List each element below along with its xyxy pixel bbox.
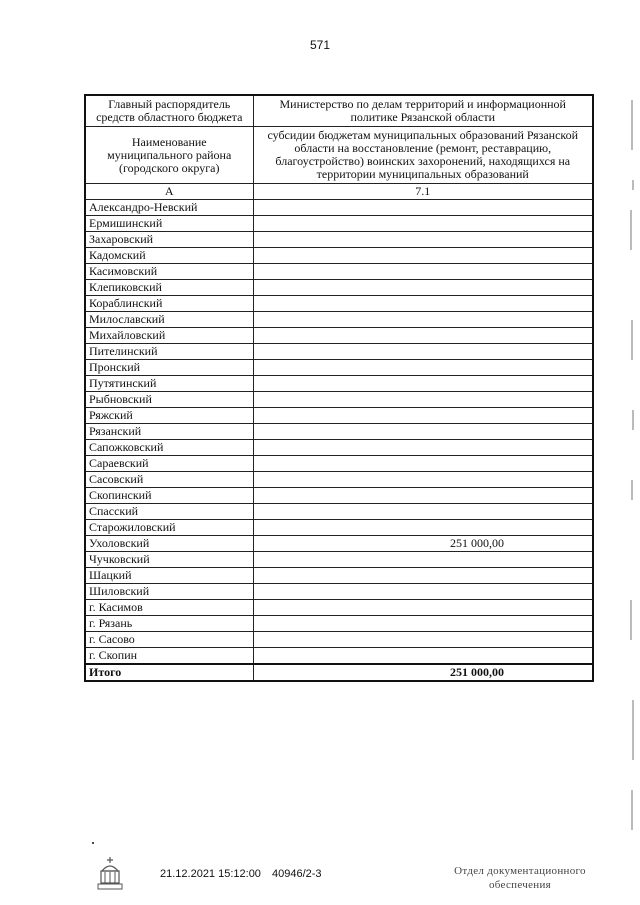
subsidy-amount (253, 392, 593, 408)
subsidy-amount (253, 424, 593, 440)
header-code-a: А (85, 184, 253, 200)
subsidy-amount (253, 232, 593, 248)
subsidy-amount (253, 568, 593, 584)
table-row (85, 472, 593, 488)
municipality-name: Сасовский (85, 472, 253, 488)
municipality-name: Скопинский (85, 488, 253, 504)
footer-datetime: 21.12.2021 15:12:00 (160, 868, 261, 880)
table-row (85, 520, 593, 536)
municipality-name: г. Сасово (85, 632, 253, 648)
subsidy-amount (253, 312, 593, 328)
table-row (85, 584, 593, 600)
municipality-name: Михайловский (85, 328, 253, 344)
municipality-name: г. Касимов (85, 600, 253, 616)
total-row (85, 664, 593, 681)
header-municipality-label: Наименование муниципального района (городского округа) (85, 127, 253, 184)
table-row (85, 296, 593, 312)
subsidy-amount (253, 504, 593, 520)
subsidy-amount (253, 600, 593, 616)
subsidy-amount (253, 264, 593, 280)
table-row (85, 216, 593, 232)
stray-dot (92, 842, 94, 844)
table-row (85, 456, 593, 472)
table-row (85, 200, 593, 216)
table-row (85, 648, 593, 665)
subsidy-amount (253, 456, 593, 472)
municipality-name: г. Рязань (85, 616, 253, 632)
municipality-name: Сараевский (85, 456, 253, 472)
subsidy-table (84, 94, 594, 682)
table-row (85, 264, 593, 280)
municipality-name: Старожиловский (85, 520, 253, 536)
table-row (85, 232, 593, 248)
header-subsidy-description: субсидии бюджетам муниципальных образований Рязанской области на восстановление (ремонт, реставрацию, благоустройство) воинских захоронений, находящихся на территории муниципальных образований (253, 127, 593, 184)
municipality-name: Кадомский (85, 248, 253, 264)
municipality-name: Чучковский (85, 552, 253, 568)
municipality-name: Путятинский (85, 376, 253, 392)
table-row (85, 344, 593, 360)
page-number: 571 (309, 38, 331, 52)
subsidy-amount (253, 632, 593, 648)
subsidy-amount (253, 408, 593, 424)
municipality-name: Ермишинский (85, 216, 253, 232)
header-row-names (85, 127, 593, 184)
table-row (85, 568, 593, 584)
table-row (85, 392, 593, 408)
subsidy-amount (253, 344, 593, 360)
subsidy-amount (253, 248, 593, 264)
subsidy-amount (253, 200, 593, 216)
table-row (85, 504, 593, 520)
header-row-distributor (85, 95, 593, 127)
municipality-name: Александро-Невский (85, 200, 253, 216)
table-row (85, 440, 593, 456)
municipality-name: Пронский (85, 360, 253, 376)
total-amount: 251 000,00 (253, 664, 593, 681)
municipality-name: Милославский (85, 312, 253, 328)
table-row (85, 552, 593, 568)
municipality-name: Ухоловский (85, 536, 253, 552)
table-row (85, 424, 593, 440)
header-ministry-name: Министерство по делам территорий и информационной политике Рязанской области (253, 95, 593, 127)
table-row (85, 248, 593, 264)
subsidy-amount (253, 520, 593, 536)
logo-icon (96, 855, 124, 891)
municipality-name: Клепиковский (85, 280, 253, 296)
municipality-name: Ряжский (85, 408, 253, 424)
scan-margin-marks (628, 60, 638, 840)
subsidy-amount (253, 280, 593, 296)
footer-department-stamp: Отдел документационного обеспечения (454, 865, 586, 891)
municipality-name: г. Скопин (85, 648, 253, 665)
subsidy-amount: 251 000,00 (253, 536, 593, 552)
table-row (85, 376, 593, 392)
municipality-name: Касимовский (85, 264, 253, 280)
table-row (85, 312, 593, 328)
total-label: Итого (85, 664, 253, 681)
table-row (85, 408, 593, 424)
table-row (85, 616, 593, 632)
municipality-name: Пителинский (85, 344, 253, 360)
header-distributor-label: Главный распорядитель средств областного бюджета (85, 95, 253, 127)
footer-doc-number: 40946/2-3 (272, 868, 322, 880)
table-row (85, 488, 593, 504)
table-row (85, 280, 593, 296)
subsidy-amount (253, 616, 593, 632)
subsidy-amount (253, 328, 593, 344)
municipality-name: Шацкий (85, 568, 253, 584)
header-code-71: 7.1 (253, 184, 593, 200)
subsidy-amount (253, 472, 593, 488)
subsidy-amount (253, 648, 593, 665)
table-row (85, 360, 593, 376)
municipality-name: Рыбновский (85, 392, 253, 408)
municipality-name: Кораблинский (85, 296, 253, 312)
subsidy-amount (253, 376, 593, 392)
municipality-name: Шиловский (85, 584, 253, 600)
table-row (85, 536, 593, 552)
subsidy-amount (253, 584, 593, 600)
subsidy-amount (253, 216, 593, 232)
municipality-name: Рязанский (85, 424, 253, 440)
municipality-name: Захаровский (85, 232, 253, 248)
table-row (85, 632, 593, 648)
municipality-name: Сапожковский (85, 440, 253, 456)
subsidy-amount (253, 552, 593, 568)
subsidy-amount (253, 488, 593, 504)
subsidy-amount (253, 440, 593, 456)
subsidy-amount (253, 296, 593, 312)
table-row (85, 600, 593, 616)
municipality-name: Спасский (85, 504, 253, 520)
table-row (85, 328, 593, 344)
subsidy-amount (253, 360, 593, 376)
header-row-codes (85, 184, 593, 200)
